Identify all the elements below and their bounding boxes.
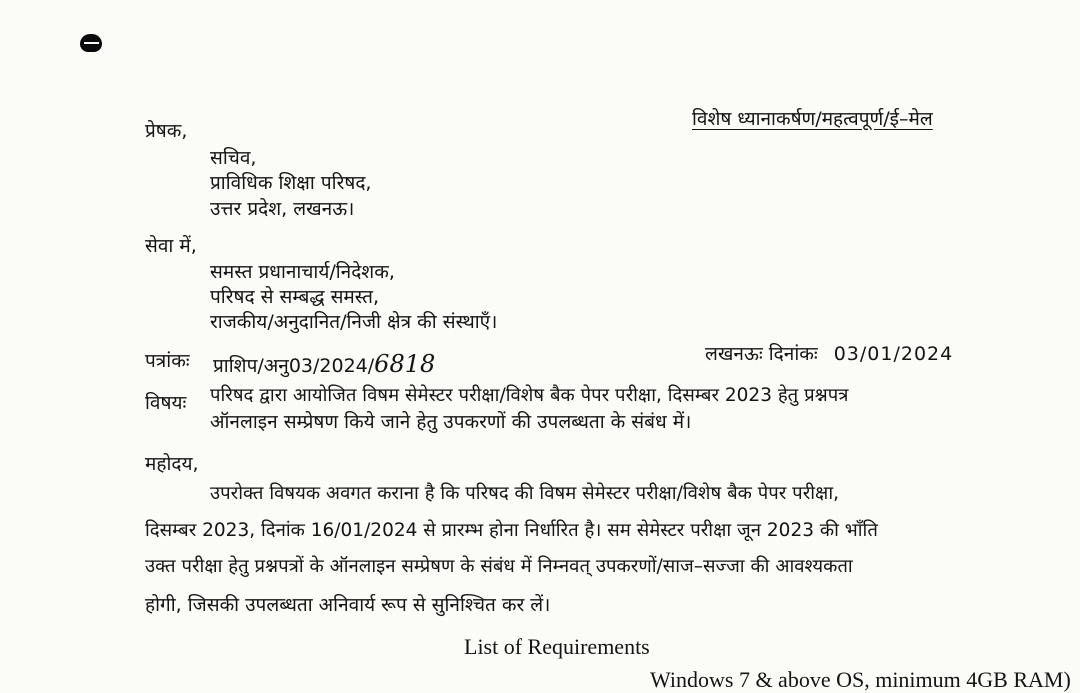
reference-number (213, 350, 435, 379)
reference-label: पत्रांकः (145, 350, 190, 372)
list-item-partial: Windows 7 & above OS, minimum 4GB RAM) (650, 667, 1071, 692)
subject-line: ऑनलाइन सम्प्रेषण किये जाने हेतु उपकरणों की उपलब्धता के संबंध में। (210, 411, 692, 433)
recipient-line: परिषद से सम्बद्ध समस्त, (210, 286, 380, 308)
recipient-line: राजकीय/अनुदानित/निजी क्षेत्र की संस्थाएँ। (210, 311, 498, 333)
subject-label: विषयः (145, 392, 187, 414)
body-line: उक्त परीक्षा हेतु प्रश्नपत्रों के ऑनलाइन सम्प्रेषण के संबंध में निम्नवत् उपकरणों/साज–सज्जा की आवश्यकता (145, 556, 853, 577)
punch-hole-mark (80, 34, 102, 52)
date-label: लखनऊः दिनांकः (705, 343, 818, 365)
body-line: उपरोक्त विषयक अवगत कराना है कि परिषद की विषम सेमेस्टर परीक्षा/विशेष बैक पेपर परीक्षा, (210, 483, 839, 504)
date-line (705, 343, 953, 366)
salutation: महोदय, (145, 453, 199, 475)
body-line: होगी, जिसकी उपलब्धता अनिवार्य रूप से सुनिश्चित कर लें। (145, 594, 551, 616)
date-value: 03/01/2024 (833, 343, 954, 365)
list-title: List of Requirements (464, 634, 650, 659)
subject-line: परिषद द्वारा आयोजित विषम सेमेस्टर परीक्षा/विशेष बैक पेपर परीक्षा, दिसम्बर 2023 हेतु प्रश्नपत्र (210, 385, 849, 406)
sender-line: उत्तर प्रदेश, लखनऊ। (210, 198, 355, 220)
sender-line: सचिव, (210, 147, 257, 169)
body-line: दिसम्बर 2023, दिनांक 16/01/2024 से प्रारम्भ होना निर्धारित है। सम सेमेस्टर परीक्षा जून 2023 की भाँति (145, 520, 878, 541)
sender-label: प्रेषक, (145, 120, 188, 142)
letter-heading: विशेष ध्यानाकर्षण/महत्वपूर्ण/ई–मेल (692, 108, 933, 130)
recipient-line: समस्त प्रधानाचार्य/निदेशक, (210, 261, 395, 283)
reference-handwritten: 6818 (374, 350, 436, 378)
cut-off-bottom-line (0, 667, 1080, 692)
reference-printed: प्राशिप/अनु03/2024/ (213, 355, 375, 377)
sender-line: प्राविधिक शिक्षा परिषद, (210, 172, 372, 194)
recipient-label: सेवा में, (145, 235, 197, 257)
